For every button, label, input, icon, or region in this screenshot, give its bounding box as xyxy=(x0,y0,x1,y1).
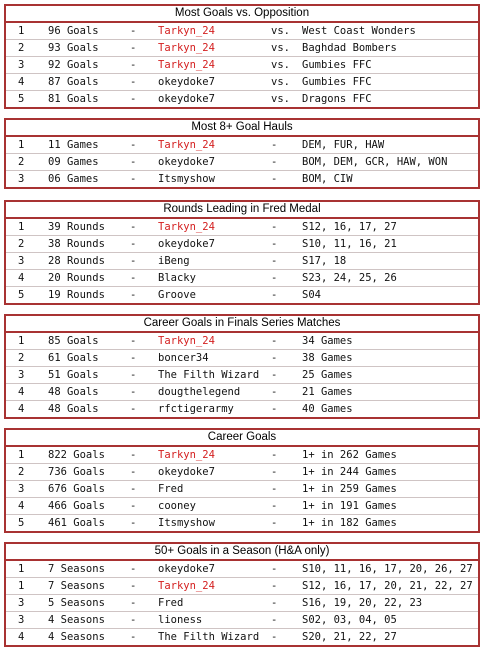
detail-separator: - xyxy=(271,173,278,185)
value-cell: 4 Seasons xyxy=(48,614,105,626)
dash-separator: - xyxy=(130,352,137,364)
table-row xyxy=(6,171,478,187)
rank-cell: 4 xyxy=(18,631,25,643)
dash-separator: - xyxy=(130,156,137,168)
table-row xyxy=(6,23,478,40)
value-cell: 48 Goals xyxy=(48,386,99,398)
dash-separator: - xyxy=(130,563,137,575)
detail-separator: - xyxy=(271,238,278,250)
table-row xyxy=(6,40,478,57)
table-title: Most Goals vs. Opposition xyxy=(6,6,478,23)
detail-separator: vs. xyxy=(271,76,290,88)
dash-separator: - xyxy=(130,289,137,301)
player-name: iBeng xyxy=(158,255,190,267)
record-table xyxy=(4,542,480,647)
dash-separator: - xyxy=(130,386,137,398)
value-cell: 87 Goals xyxy=(48,76,99,88)
player-name: Tarkyn_24 xyxy=(158,580,215,592)
value-cell: 461 Goals xyxy=(48,517,105,529)
player-name: Groove xyxy=(158,289,196,301)
dash-separator: - xyxy=(130,42,137,54)
detail-cell: S12, 16, 17, 27 xyxy=(302,221,397,233)
detail-cell: 1+ in 244 Games xyxy=(302,466,397,478)
value-cell: 676 Goals xyxy=(48,483,105,495)
detail-cell: S10, 11, 16, 21 xyxy=(302,238,397,250)
detail-separator: - xyxy=(271,631,278,643)
detail-separator: - xyxy=(271,352,278,364)
detail-separator: - xyxy=(271,597,278,609)
detail-separator: - xyxy=(271,335,278,347)
detail-cell: Baghdad Bombers xyxy=(302,42,397,54)
detail-separator: - xyxy=(271,386,278,398)
detail-cell: 1+ in 262 Games xyxy=(302,449,397,461)
table-row xyxy=(6,447,478,464)
record-table xyxy=(4,428,480,533)
rank-cell: 3 xyxy=(18,597,25,609)
value-cell: 92 Goals xyxy=(48,59,99,71)
player-name: Tarkyn_24 xyxy=(158,59,215,71)
detail-cell: 1+ in 191 Games xyxy=(302,500,397,512)
rank-cell: 3 xyxy=(18,614,25,626)
table-row xyxy=(6,74,478,91)
dash-separator: - xyxy=(130,517,137,529)
value-cell: 81 Goals xyxy=(48,93,99,105)
value-cell: 7 Seasons xyxy=(48,580,105,592)
value-cell: 51 Goals xyxy=(48,369,99,381)
table-row xyxy=(6,515,478,531)
player-name: Tarkyn_24 xyxy=(158,42,215,54)
rank-cell: 1 xyxy=(18,580,25,592)
table-title: 50+ Goals in a Season (H&A only) xyxy=(6,544,478,561)
player-name: Fred xyxy=(158,597,184,609)
player-name: cooney xyxy=(158,500,196,512)
detail-separator: - xyxy=(271,272,278,284)
value-cell: 4 Seasons xyxy=(48,631,105,643)
dash-separator: - xyxy=(130,93,137,105)
player-name: Blacky xyxy=(158,272,196,284)
table-title: Career Goals xyxy=(6,430,478,447)
player-name: okeydoke7 xyxy=(158,93,215,105)
detail-separator: - xyxy=(271,289,278,301)
player-name: Tarkyn_24 xyxy=(158,449,215,461)
record-table xyxy=(4,118,480,189)
player-name: Tarkyn_24 xyxy=(158,221,215,233)
detail-cell: S20, 21, 22, 27 xyxy=(302,631,397,643)
value-cell: 39 Rounds xyxy=(48,221,105,233)
rank-cell: 1 xyxy=(18,25,25,37)
value-cell: 19 Rounds xyxy=(48,289,105,301)
detail-cell: BOM, DEM, GCR, HAW, WON xyxy=(302,156,448,168)
dash-separator: - xyxy=(130,631,137,643)
table-row xyxy=(6,384,478,401)
table-row xyxy=(6,154,478,171)
value-cell: 96 Goals xyxy=(48,25,99,37)
rank-cell: 2 xyxy=(18,156,25,168)
dash-separator: - xyxy=(130,466,137,478)
detail-separator: - xyxy=(271,614,278,626)
dash-separator: - xyxy=(130,483,137,495)
detail-separator: - xyxy=(271,483,278,495)
table-title: Rounds Leading in Fred Medal xyxy=(6,202,478,219)
rank-cell: 4 xyxy=(18,403,25,415)
value-cell: 85 Goals xyxy=(48,335,99,347)
value-cell: 48 Goals xyxy=(48,403,99,415)
detail-separator: - xyxy=(271,369,278,381)
rank-cell: 1 xyxy=(18,449,25,461)
table-row xyxy=(6,236,478,253)
player-name: lioness xyxy=(158,614,203,626)
detail-separator: vs. xyxy=(271,42,290,54)
value-cell: 06 Games xyxy=(48,173,99,185)
detail-separator: - xyxy=(271,449,278,461)
detail-cell: 1+ in 182 Games xyxy=(302,517,397,529)
player-name: Tarkyn_24 xyxy=(158,335,215,347)
rank-cell: 4 xyxy=(18,386,25,398)
player-name: okeydoke7 xyxy=(158,156,215,168)
rank-cell: 4 xyxy=(18,272,25,284)
table-row xyxy=(6,350,478,367)
dash-separator: - xyxy=(130,25,137,37)
table-row xyxy=(6,401,478,417)
detail-cell: Dragons FFC xyxy=(302,93,372,105)
table-row xyxy=(6,595,478,612)
rank-cell: 5 xyxy=(18,517,25,529)
table-title: Career Goals in Finals Series Matches xyxy=(6,316,478,333)
detail-separator: vs. xyxy=(271,59,290,71)
table-row xyxy=(6,578,478,595)
detail-cell: 21 Games xyxy=(302,386,353,398)
dash-separator: - xyxy=(130,500,137,512)
dash-separator: - xyxy=(130,403,137,415)
value-cell: 93 Goals xyxy=(48,42,99,54)
value-cell: 28 Rounds xyxy=(48,255,105,267)
table-row xyxy=(6,270,478,287)
detail-cell: DEM, FUR, HAW xyxy=(302,139,385,151)
dash-separator: - xyxy=(130,76,137,88)
value-cell: 7 Seasons xyxy=(48,563,105,575)
player-name: rfctigerarmy xyxy=(158,403,234,415)
detail-cell: S10, 11, 16, 17, 20, 26, 27 xyxy=(302,563,473,575)
rank-cell: 4 xyxy=(18,76,25,88)
dash-separator: - xyxy=(130,272,137,284)
player-name: The Filth Wizard xyxy=(158,369,260,381)
detail-separator: - xyxy=(271,255,278,267)
dash-separator: - xyxy=(130,449,137,461)
detail-cell: Gumbies FFC xyxy=(302,59,372,71)
table-row xyxy=(6,91,478,107)
dash-separator: - xyxy=(130,139,137,151)
rank-cell: 2 xyxy=(18,42,25,54)
table-row xyxy=(6,219,478,236)
player-name: Itsmyshow xyxy=(158,173,215,185)
detail-cell: 34 Games xyxy=(302,335,353,347)
dash-separator: - xyxy=(130,369,137,381)
detail-cell: 1+ in 259 Games xyxy=(302,483,397,495)
rank-cell: 3 xyxy=(18,369,25,381)
value-cell: 736 Goals xyxy=(48,466,105,478)
player-name: dougthelegend xyxy=(158,386,241,398)
rank-cell: 3 xyxy=(18,483,25,495)
rank-cell: 1 xyxy=(18,221,25,233)
detail-cell: 38 Games xyxy=(302,352,353,364)
rank-cell: 5 xyxy=(18,289,25,301)
table-row xyxy=(6,287,478,303)
detail-separator: - xyxy=(271,466,278,478)
detail-separator: vs. xyxy=(271,25,290,37)
dash-separator: - xyxy=(130,597,137,609)
rank-cell: 2 xyxy=(18,238,25,250)
table-row xyxy=(6,137,478,154)
detail-separator: - xyxy=(271,221,278,233)
value-cell: 20 Rounds xyxy=(48,272,105,284)
detail-cell: S04 xyxy=(302,289,321,301)
detail-cell: Gumbies FFC xyxy=(302,76,372,88)
dash-separator: - xyxy=(130,255,137,267)
rank-cell: 3 xyxy=(18,173,25,185)
rank-cell: 5 xyxy=(18,93,25,105)
detail-separator: - xyxy=(271,403,278,415)
detail-cell: 40 Games xyxy=(302,403,353,415)
player-name: Fred xyxy=(158,483,184,495)
detail-cell: BOM, CIW xyxy=(302,173,353,185)
value-cell: 11 Games xyxy=(48,139,99,151)
player-name: okeydoke7 xyxy=(158,563,215,575)
table-row xyxy=(6,629,478,645)
detail-cell: 25 Games xyxy=(302,369,353,381)
table-row xyxy=(6,561,478,578)
table-row xyxy=(6,481,478,498)
player-name: okeydoke7 xyxy=(158,238,215,250)
player-name: boncer34 xyxy=(158,352,209,364)
player-name: okeydoke7 xyxy=(158,466,215,478)
value-cell: 5 Seasons xyxy=(48,597,105,609)
rank-cell: 1 xyxy=(18,139,25,151)
table-row xyxy=(6,253,478,270)
dash-separator: - xyxy=(130,335,137,347)
player-name: The Filth Wizard xyxy=(158,631,260,643)
table-row xyxy=(6,498,478,515)
rank-cell: 1 xyxy=(18,335,25,347)
detail-cell: S16, 19, 20, 22, 23 xyxy=(302,597,423,609)
value-cell: 466 Goals xyxy=(48,500,105,512)
dash-separator: - xyxy=(130,614,137,626)
detail-cell: S23, 24, 25, 26 xyxy=(302,272,397,284)
dash-separator: - xyxy=(130,238,137,250)
rank-cell: 1 xyxy=(18,563,25,575)
player-name: Itsmyshow xyxy=(158,517,215,529)
player-name: okeydoke7 xyxy=(158,76,215,88)
detail-separator: - xyxy=(271,517,278,529)
player-name: Tarkyn_24 xyxy=(158,139,215,151)
rank-cell: 3 xyxy=(18,255,25,267)
record-table xyxy=(4,200,480,305)
detail-separator: vs. xyxy=(271,93,290,105)
player-name: Tarkyn_24 xyxy=(158,25,215,37)
detail-cell: S17, 18 xyxy=(302,255,347,267)
detail-separator: - xyxy=(271,580,278,592)
detail-cell: S02, 03, 04, 05 xyxy=(302,614,397,626)
dash-separator: - xyxy=(130,580,137,592)
table-row xyxy=(6,464,478,481)
rank-cell: 4 xyxy=(18,500,25,512)
value-cell: 09 Games xyxy=(48,156,99,168)
rank-cell: 3 xyxy=(18,59,25,71)
dash-separator: - xyxy=(130,173,137,185)
detail-separator: - xyxy=(271,139,278,151)
table-row xyxy=(6,367,478,384)
detail-cell: S12, 16, 17, 20, 21, 22, 27 xyxy=(302,580,473,592)
dash-separator: - xyxy=(130,59,137,71)
table-title: Most 8+ Goal Hauls xyxy=(6,120,478,137)
detail-separator: - xyxy=(271,563,278,575)
rank-cell: 2 xyxy=(18,352,25,364)
dash-separator: - xyxy=(130,221,137,233)
rank-cell: 2 xyxy=(18,466,25,478)
value-cell: 61 Goals xyxy=(48,352,99,364)
table-row xyxy=(6,333,478,350)
value-cell: 38 Rounds xyxy=(48,238,105,250)
table-row xyxy=(6,612,478,629)
detail-separator: - xyxy=(271,156,278,168)
detail-cell: West Coast Wonders xyxy=(302,25,416,37)
record-table xyxy=(4,4,480,109)
record-table xyxy=(4,314,480,419)
detail-separator: - xyxy=(271,500,278,512)
table-row xyxy=(6,57,478,74)
value-cell: 822 Goals xyxy=(48,449,105,461)
